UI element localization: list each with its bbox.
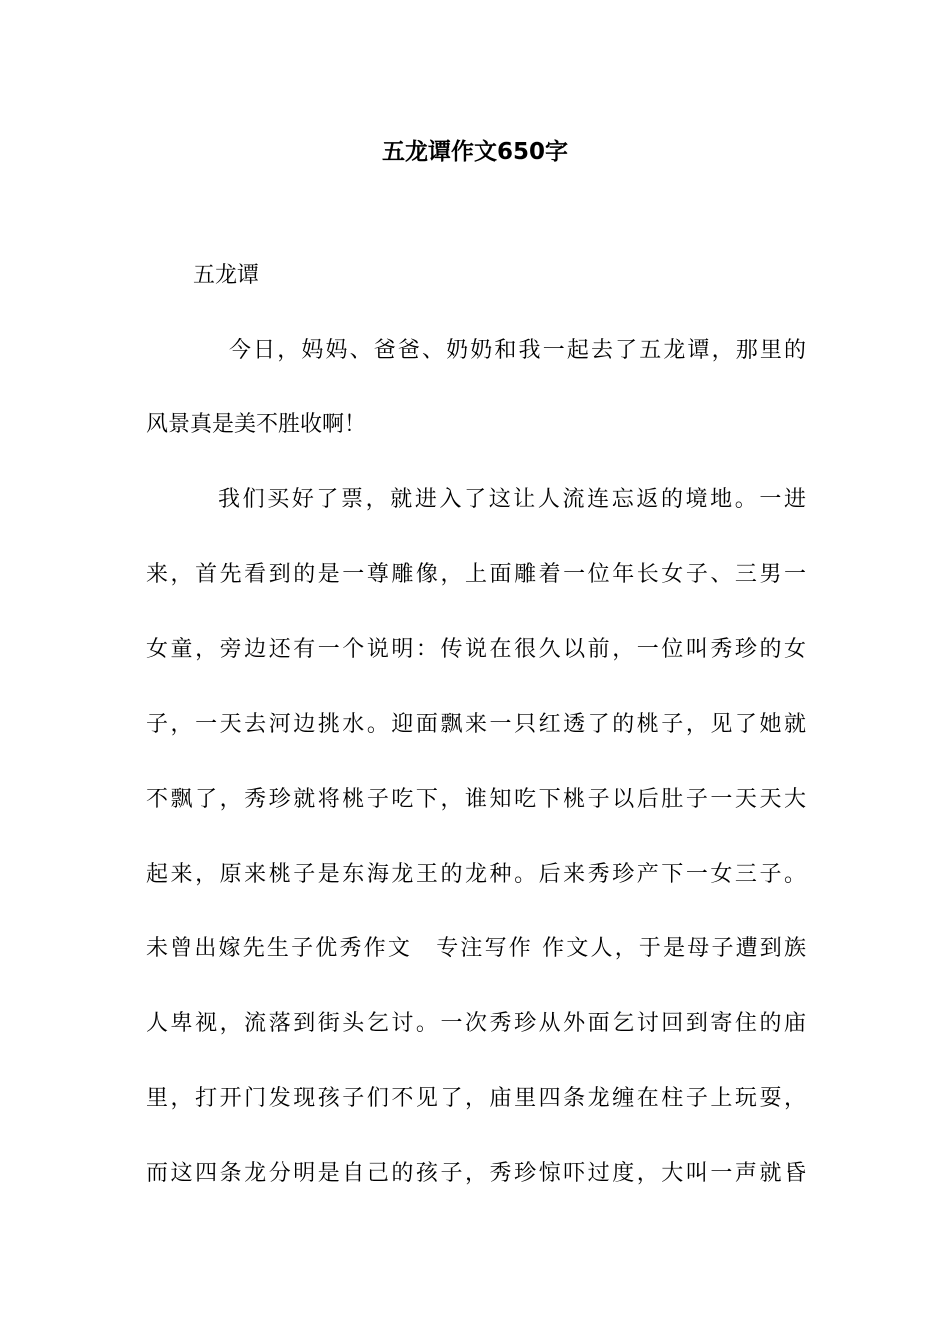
paragraph-line: 起来，原来桃子是东海龙王的龙种。后来秀珍产下一女三子。 <box>146 862 806 887</box>
paragraph-line: 今日，妈妈、爸爸、奶奶和我一起去了五龙谭，那里的 <box>229 338 806 363</box>
paragraph-line: 我们买好了票，就进入了这让人流连忘返的境地。一进 <box>218 487 806 512</box>
paragraph-line: 人卑视，流落到街头乞讨。一次秀珍从外面乞讨回到寄住的庙 <box>146 1011 806 1036</box>
paragraph-line: 里，打开门发现孩子们不见了，庙里四条龙缠在柱子上玩耍， <box>146 1086 806 1111</box>
essay-subtitle: 五龙谭 <box>193 263 260 288</box>
paragraph-line: 未曾出嫁先生子优秀作文 专注写作 作文人，于是母子遭到族 <box>146 936 806 961</box>
paragraph-line: 而这四条龙分明是自己的孩子，秀珍惊吓过度，大叫一声就昏 <box>146 1161 806 1186</box>
paragraph-line: 不飘了，秀珍就将桃子吃下，谁知吃下桃子以后肚子一天天大 <box>146 787 806 812</box>
paragraph-line: 子，一天去河边挑水。迎面飘来一只红透了的桃子，见了她就 <box>146 712 806 737</box>
document-title: 五龙谭作文650字 <box>381 139 568 165</box>
paragraph-line: 风景真是美不胜收啊！ <box>146 412 367 437</box>
paragraph-line: 来，首先看到的是一尊雕像，上面雕着一位年长女子、三男一 <box>146 562 806 587</box>
paragraph-line: 女童，旁边还有一个说明：传说在很久以前，一位叫秀珍的女 <box>146 637 806 662</box>
